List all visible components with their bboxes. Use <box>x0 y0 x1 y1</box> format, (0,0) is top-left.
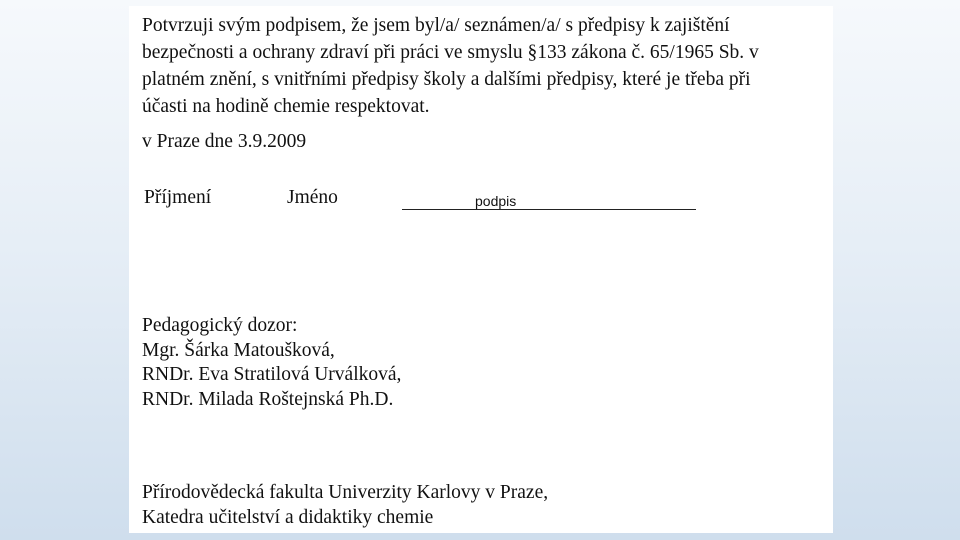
department-name: Katedra učitelství a didaktiky chemie <box>142 506 434 528</box>
declaration-line: Potvrzuji svým podpisem, že jsem byl/a/ seznámen/a/ s předpisy k zajištění <box>142 15 730 36</box>
supervisor-name: RNDr. Milada Roštejnská Ph.D. <box>142 388 394 410</box>
date-line: v Praze dne 3.9.2009 <box>142 131 307 152</box>
supervision-block <box>142 314 401 412</box>
signature-line <box>402 209 696 210</box>
supervisor-name: RNDr. Eva Stratilová Urválková, <box>142 364 402 385</box>
surname-column-header: Příjmení <box>144 187 212 208</box>
faculty-name: Přírodovědecká fakulta Univerzity Karlovy v Praze, <box>142 482 549 503</box>
signature-column-header: podpis <box>475 193 517 209</box>
declaration-line: účasti na hodině chemie respektovat. <box>142 96 430 117</box>
declaration-paragraph <box>142 12 822 120</box>
declaration-line: platném znění, s vnitřními předpisy školy a dalšími předpisy, které je třeba při <box>142 69 751 90</box>
document-sheet <box>129 6 833 533</box>
supervisor-name: Mgr. Šárka Matoušková, <box>142 339 335 361</box>
supervision-heading: Pedagogický dozor: <box>142 315 298 336</box>
declaration-line: bezpečnosti a ochrany zdraví při práci ve smyslu §133 zákona č. 65/1965 Sb. v <box>142 42 759 63</box>
organization-block <box>142 481 548 530</box>
name-column-header: Jméno <box>287 187 338 208</box>
